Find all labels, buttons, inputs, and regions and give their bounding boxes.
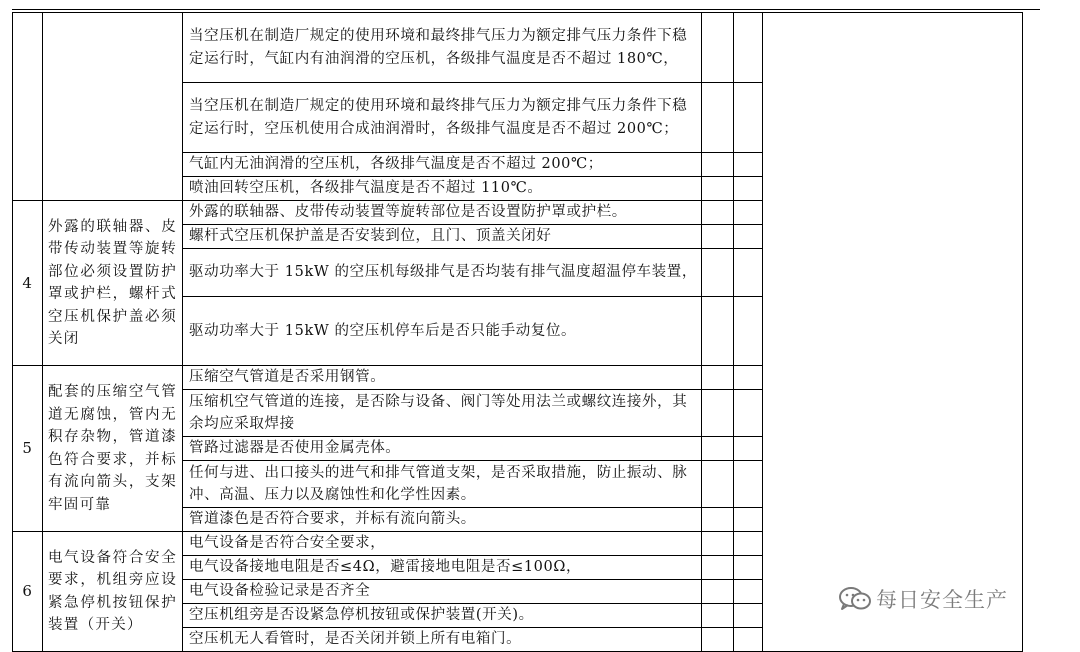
requirement-cell: 外露的联轴器、皮带传动装置等旋转部位必须设置防护罩或护栏，螺杆式空压机保护盖必须关闭 [43, 201, 183, 366]
row-number: 5 [13, 366, 43, 532]
row-number: 6 [13, 532, 43, 652]
result-cell [734, 556, 763, 580]
result-cell [702, 437, 734, 461]
check-item: 外露的联轴器、皮带传动装置等旋转部位是否设置防护罩或护栏。 [183, 201, 702, 225]
result-cell [734, 13, 763, 83]
result-cell [734, 249, 763, 297]
result-cell [702, 13, 734, 83]
result-cell [734, 366, 763, 390]
row-number: 4 [13, 201, 43, 366]
watermark [838, 584, 1008, 614]
requirement-cell: 电气设备符合安全要求，机组旁应设紧急停机按钮保护装置（开关） [43, 532, 183, 652]
remarks-cell [763, 13, 1023, 652]
result-cell [702, 177, 734, 201]
check-item: 电气设备接地电阻是否≤4Ω，避雷接地电阻是否≤100Ω， [183, 556, 702, 580]
result-cell [702, 532, 734, 556]
result-cell [702, 249, 734, 297]
result-cell [702, 556, 734, 580]
result-cell [734, 297, 763, 366]
requirement-cell: 配套的压缩空气管道无腐蚀，管内无积存杂物，管道漆色符合要求，并标有流向箭头，支架牢固可靠 [43, 366, 183, 532]
check-item: 气缸内无油润滑的空压机，各级排气温度是否不超过 200℃； [183, 153, 702, 177]
result-cell [734, 177, 763, 201]
result-cell [702, 508, 734, 532]
inspection-table [12, 12, 1023, 652]
result-cell [702, 201, 734, 225]
check-item: 电气设备是否符合安全要求， [183, 532, 702, 556]
check-item: 管路过滤器是否使用金属壳体。 [183, 437, 702, 461]
result-cell [702, 461, 734, 508]
result-cell [734, 580, 763, 604]
result-cell [702, 390, 734, 437]
check-item: 螺杆式空压机保护盖是否安装到位，且门、顶盖关闭好 [183, 225, 702, 249]
result-cell [702, 580, 734, 604]
requirement-cell [43, 13, 183, 201]
result-cell [734, 628, 763, 652]
check-item: 驱动功率大于 15kW 的空压机停车后是否只能手动复位。 [183, 297, 702, 366]
result-cell [734, 604, 763, 628]
check-item: 任何与进、出口接头的进气和排气管道支架，是否采取措施，防止振动、脉冲、高温、压力以及腐蚀性和化学性因素。 [183, 461, 702, 508]
check-item: 电气设备检验记录是否齐全 [183, 580, 702, 604]
check-item: 喷油回转空压机，各级排气温度是否不超过 110℃。 [183, 177, 702, 201]
table-row [13, 13, 1023, 83]
watermark-text: 每日安全生产 [876, 588, 1008, 612]
result-cell [702, 297, 734, 366]
wechat-icon [838, 586, 872, 612]
check-item: 空压机无人看管时，是否关闭并锁上所有电箱门。 [183, 628, 702, 652]
check-item: 空压机组旁是否设紧急停机按钮或保护装置(开关)。 [183, 604, 702, 628]
result-cell [734, 437, 763, 461]
result-cell [702, 83, 734, 153]
check-item: 当空压机在制造厂规定的使用环境和最终排气压力为额定排气压力条件下稳定运行时，空压机使用合成油润滑时，各级排气温度是否不超过 200℃； [183, 83, 702, 153]
result-cell [702, 604, 734, 628]
result-cell [702, 225, 734, 249]
result-cell [734, 153, 763, 177]
check-item: 压缩空气管道是否采用钢管。 [183, 366, 702, 390]
check-item: 当空压机在制造厂规定的使用环境和最终排气压力为额定排气压力条件下稳定运行时，气缸内有油润滑的空压机，各级排气温度是否不超过 180℃， [183, 13, 702, 83]
check-item: 驱动功率大于 15kW 的空压机每级排气是否均装有排气温度超温停车装置， [183, 249, 702, 297]
top-rule [12, 9, 1040, 10]
result-cell [734, 508, 763, 532]
result-cell [734, 225, 763, 249]
result-cell [702, 628, 734, 652]
check-item: 管道漆色是否符合要求，并标有流向箭头。 [183, 508, 702, 532]
result-cell [734, 201, 763, 225]
result-cell [734, 83, 763, 153]
result-cell [734, 390, 763, 437]
row-number [13, 13, 43, 201]
result-cell [734, 532, 763, 556]
result-cell [702, 153, 734, 177]
result-cell [702, 366, 734, 390]
result-cell [734, 461, 763, 508]
check-item: 压缩机空气管道的连接，是否除与设备、阀门等处用法兰或螺纹连接外，其余均应采取焊接 [183, 390, 702, 437]
